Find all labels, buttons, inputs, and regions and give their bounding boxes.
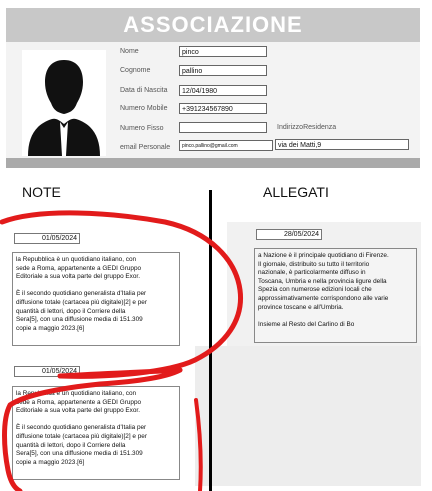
numero-mobile-label: Numero Mobile: [120, 105, 168, 112]
column-divider: [209, 190, 212, 491]
form-footer-strip: [6, 158, 420, 168]
page-title: ASSOCIAZIONE: [6, 8, 420, 42]
indirizzo-label: IndirizzoResidenza: [277, 124, 337, 131]
numero-fisso-field[interactable]: [179, 122, 267, 133]
email-field[interactable]: pinco.pallino@gmail.com: [179, 140, 273, 151]
note-date[interactable]: 01/05/2024: [14, 366, 80, 377]
data-nascita-label: Data di Nascita: [120, 87, 168, 94]
cognome-label: Cognome: [120, 67, 151, 74]
indirizzo-field[interactable]: via dei Matti,9: [275, 139, 409, 150]
nome-label: Nome: [120, 48, 139, 55]
note-date[interactable]: 01/05/2024: [14, 233, 80, 244]
attachment-panel-empty: [195, 346, 421, 486]
note-text[interactable]: la Repubblica è un quotidiano italiano, con sede a Roma, appartenente a GEDI Gruppo Editoriale a sua volta parte del gruppo Exor. È il secondo quotidiano generalista d'Italia per diffusione totale (cartacea più digitale)[2] e per quantità di lettori, dopo il Corriere della Sera[5], con una diffusione media di 151.309 copie a maggio 2023.[6]: [12, 386, 180, 480]
user-silhouette-icon: [22, 50, 106, 156]
allegati-section-title: ALLEGATI: [263, 184, 329, 200]
email-label: email Personale: [120, 144, 171, 151]
attachment-text[interactable]: a Nazione è il principale quotidiano di Firenze. Il giornale, distribuito su tutto il territorio nazionale, è particolarmente diffuso in Toscana, Umbria e nella provincia ligure della Spezia con numerose edizioni locali che approssimativamente corrispondono alle varie province toscane e all'Umbria. Insieme al Resto del Carlino di Bo: [254, 248, 417, 343]
cognome-field[interactable]: pallino: [179, 65, 267, 76]
note-section-title: NOTE: [22, 184, 61, 200]
avatar: [22, 50, 106, 156]
numero-fisso-label: Numero Fisso: [120, 125, 164, 132]
note-text[interactable]: la Repubblica è un quotidiano italiano, con sede a Roma, appartenente a GEDI Gruppo Editoriale a sua volta parte del gruppo Exor. È il secondo quotidiano generalista d'Italia per diffusione totale (cartacea più digitale)[2] e per quantità di lettori, dopo il Corriere della Sera[5], con una diffusione media di 151.309 copie a maggio 2023.[6]: [12, 252, 180, 346]
attachment-date[interactable]: 28/05/2024: [256, 229, 322, 240]
nome-field[interactable]: pinco: [179, 46, 267, 57]
data-nascita-field[interactable]: 12/04/1980: [179, 85, 267, 96]
numero-mobile-field[interactable]: +391234567890: [179, 103, 267, 114]
